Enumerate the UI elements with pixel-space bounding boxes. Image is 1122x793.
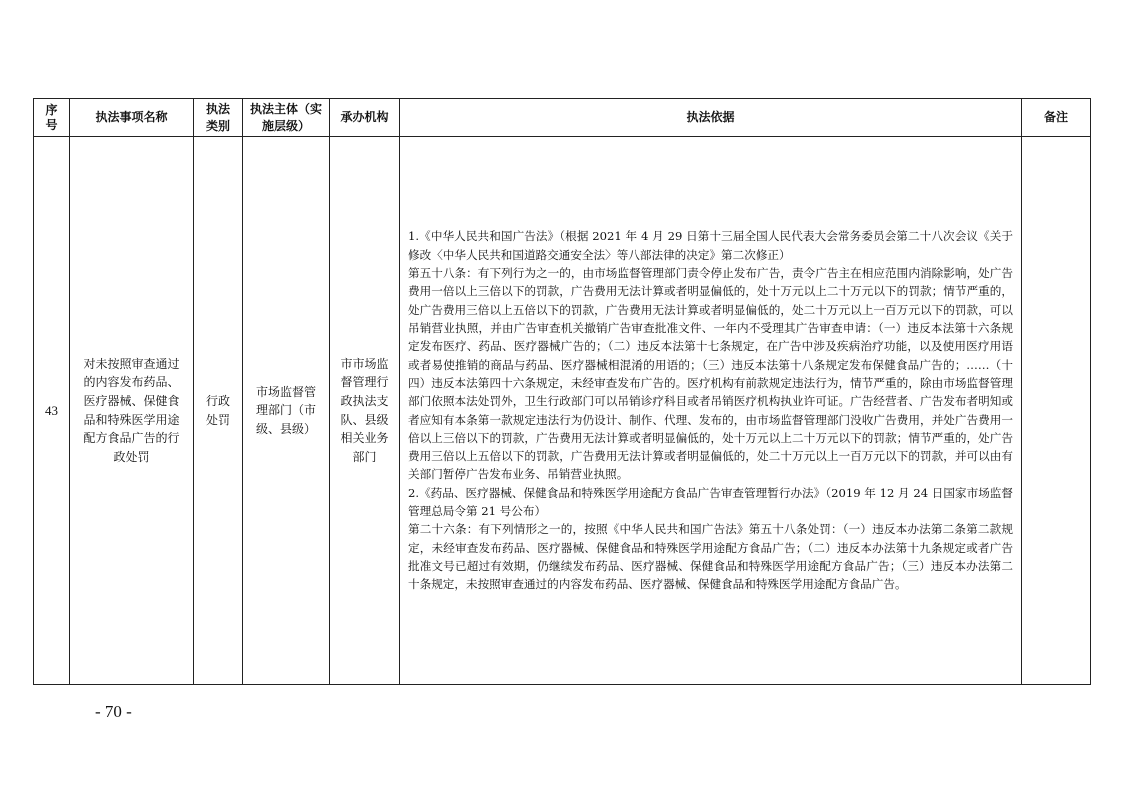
page-number: - 70 - <box>95 702 132 721</box>
basis-paragraph: 2.《药品、医疗器械、保健食品和特殊医学用途配方食品广告审查管理暂行办法》（2019 年 12 月 24 日国家市场监督管理总局令第 21 号公布） <box>408 485 1013 519</box>
cell-basis <box>400 137 1022 685</box>
enforcement-table <box>33 98 1091 685</box>
item-name-text: 对未按照审查通过的内容发布药品、医疗器械、保健食品和特殊医学用途配方食品广告的行政处罚 <box>83 356 180 464</box>
header-category <box>194 99 243 137</box>
category-text: 行政处罚 <box>205 393 230 427</box>
header-remark: 备注 <box>1022 99 1091 137</box>
cell-item-name <box>70 137 194 685</box>
cell-subject <box>243 137 330 685</box>
table-row <box>34 137 1091 685</box>
organ-text: 市市场监督管理行政执法支队、县级相关业务部门 <box>340 356 389 464</box>
subject-text: 市场监督管理部门（市级、县级） <box>255 384 316 436</box>
basis-paragraph: 1.《中华人民共和国广告法》（根据 2021 年 4 月 29 日第十三届全国人民代表大会常务委员会第二十八次会议《关于修改〈中华人民共和国道路交通安全法〉等八部法律的决定》第二次修正） <box>408 229 1013 262</box>
table-header-row <box>34 99 1091 137</box>
cell-organ <box>330 137 400 685</box>
header-category-text: 执法类别 <box>205 102 230 133</box>
header-subject <box>243 99 330 137</box>
header-basis: 执法依据 <box>400 99 1022 137</box>
header-number-text: 序号 <box>45 102 58 132</box>
header-item-name: 执法事项名称 <box>70 99 194 137</box>
basis-text <box>400 227 1021 593</box>
basis-paragraph: 第二十六条：有下列情形之一的，按照《中华人民共和国广告法》第五十八条处罚：（一）违反本办法第二条第二款规定，未经审查发布药品、医疗器械、保健食品和特殊医学用途配方食品广告；（二）违反本办法第十九条规定或者广告批准文号已超过有效期，仍继续发布药品、医疗器械、保健食品和特殊医学用途配方食品广告；（三）违反本办法第二十条规定，未按照审查通过的内容发布药品、医疗器械、保健食品和特殊医学用途配方食品广告。 <box>408 522 1013 592</box>
cell-category <box>194 137 243 685</box>
cell-number: 43 <box>34 137 70 685</box>
cell-remark <box>1022 137 1091 685</box>
header-organ: 承办机构 <box>330 99 400 137</box>
header-subject-text: 执法主体（实施层级） <box>249 102 322 133</box>
basis-paragraph: 第五十八条：有下列行为之一的，由市场监督管理部门责令停止发布广告，责令广告主在相应范围内消除影响，处广告费用一倍以上三倍以下的罚款，广告费用无法计算或者明显偏低的，处十万元以上二十万元以下的罚款；情节严重的，处广告费用三倍以上五倍以下的罚款，广告费用无法计算或者明显偏低的，处二十万元以上一百万元以下的罚款，可以吊销营业执照，并由广告审查机关撤销广告审查批准文件、一年内不受理其广告审查申请：（一）违反本法第十六条规定发布医疗、药品、医疗器械广告的；（二）违反本法第十七条规定，在广告中涉及疾病治疗功能，以及使用医疗用语或者易使推销的商品与药品、医疗器械相混淆的用语的；（三）违反本法第十八条规定发布保健食品广告的；……（十四）违反本法第四十六条规定，未经审查发布广告的。医疗机构有前款规定违法行为，情节严重的，除由市场监督管理部门依照本法处罚外，卫生行政部门可以吊销诊疗科目或者吊销医疗机构执业许可证。广告经营者、广告发布者明知或者应知有本条第一款规定违法行为仍设计、制作、代理、发布的，由市场监督管理部门没收广告费用，并处广告费用一倍以上三倍以下的罚款，广告费用无法计算或者明显偏低的，处十万元以上二十万元以下的罚款；情节严重的，处广告费用三倍以上五倍以下的罚款，广告费用无法计算或者明显偏低的，处二十万元以上一百万元以下的罚款，并可以由有关部门暂停广告发布业务、吊销营业执照。 <box>408 266 1013 482</box>
header-number <box>34 99 70 137</box>
